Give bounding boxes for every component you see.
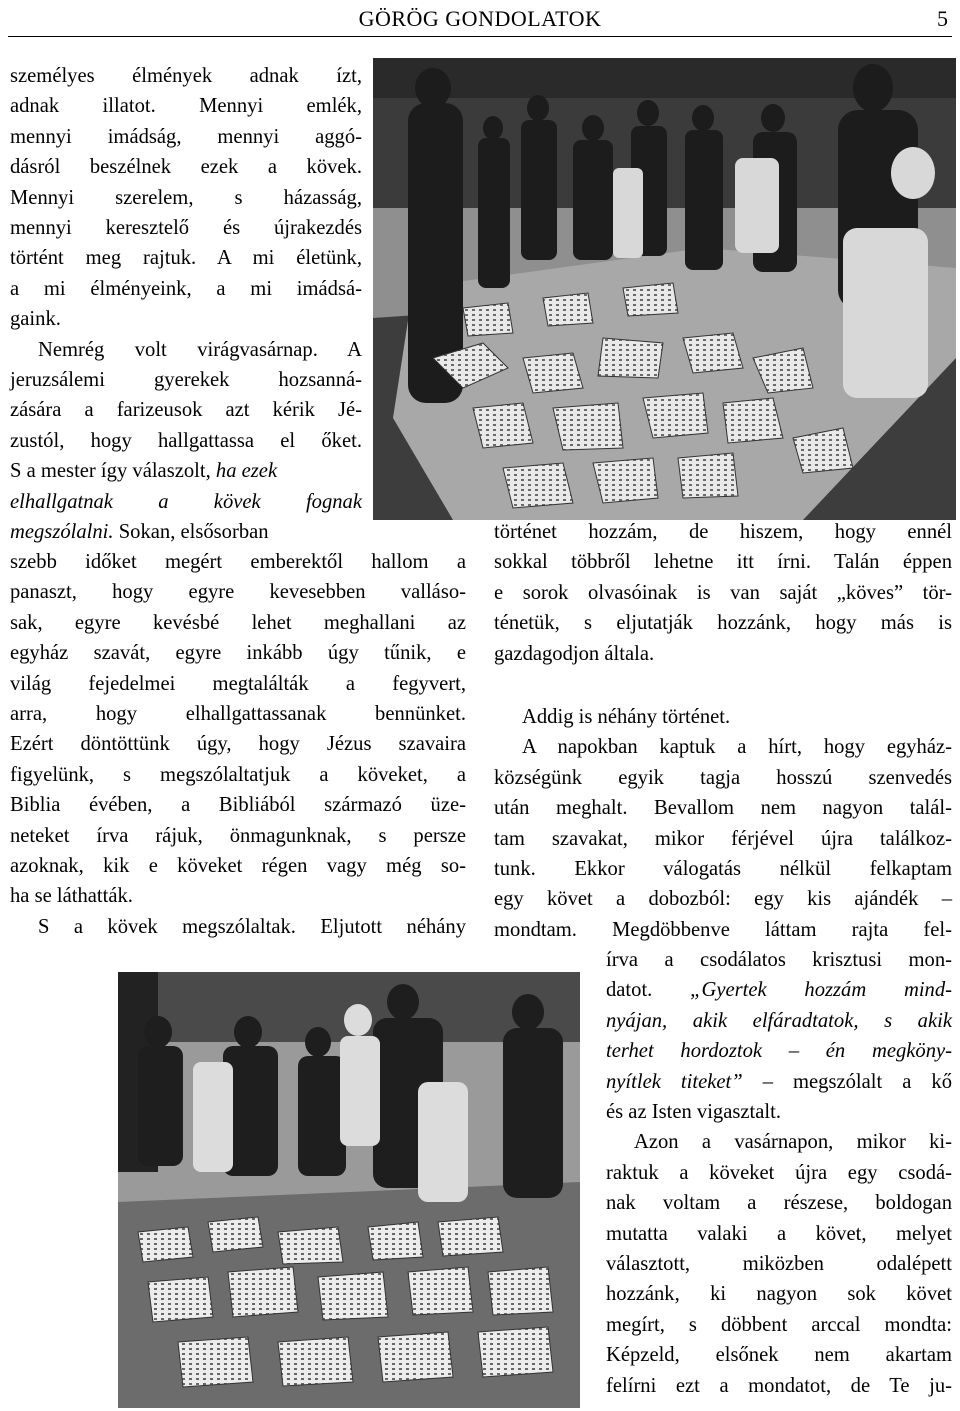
text-line: panaszt, hogy egyre kevesebben valláso- <box>10 581 466 604</box>
text-line <box>606 975 952 1005</box>
text-run: datot. <box>606 979 653 1002</box>
text-line: neteket írva rájuk, önmagunknak, s persze <box>10 824 466 847</box>
text-line: Ezért döntöttünk úgy, hogy Jézus szavaira <box>10 733 466 756</box>
text-line <box>10 456 362 486</box>
page-header <box>8 4 952 37</box>
text-line: írva a csodálatos krisztusi mon- <box>606 949 952 971</box>
column-2-top <box>494 517 952 669</box>
italic-quote: megszólalni. <box>10 521 114 544</box>
text-line: S a kövek megszólaltak. Eljutott néhány <box>38 915 466 938</box>
text-line: Biblia évében, a Bibliából származó üze- <box>10 794 466 817</box>
text-run: Sokan, elsősorban <box>118 521 269 544</box>
text-line: történt meg rajtuk. A mi életünk, <box>10 247 362 270</box>
text-line: jeruzsálemi gyerekek hozsanná- <box>10 369 362 392</box>
column-1-top <box>10 61 362 548</box>
journal-title: GÖRÖG GONDOLATOK <box>358 6 602 31</box>
text-line: sak, egyre kevésbé lehet meghallani az <box>10 611 466 634</box>
text-line: gaink. <box>10 308 61 331</box>
text-line: és az Isten vigasztalt. <box>606 1101 781 1124</box>
text-line: egyház szavát, egyre inkább úgy tűnik, e <box>10 642 466 665</box>
text-line: mennyi keresztelő és újrakezdés <box>10 217 362 240</box>
text-line: ha se láthatták. <box>10 885 133 908</box>
text-line: ténetük, s eljutatják hozzánk, hogy más is <box>494 612 952 635</box>
text-line: sokkal többről lehetne itt írni. Talán éppen <box>494 551 952 574</box>
text-line: személyes élmények adnak ízt, <box>10 65 362 87</box>
text-line: Addig is néhány történet. <box>522 706 731 728</box>
text-line: Azon a vasárnapon, mikor ki- <box>634 1131 952 1154</box>
text-line: A napokban kaptuk a hírt, hogy egyház- <box>522 736 952 759</box>
text-line: Képzeld, elsőnek nem akartam <box>606 1344 952 1367</box>
text-line: tunk. Ekkor válogatás nélkül felkaptam <box>494 858 952 881</box>
text-line: zustól, hogy hallgattassa el őket. <box>10 429 362 452</box>
text-line <box>606 1067 952 1097</box>
text-line: dásról beszélnek ezek a kövek. <box>10 156 362 179</box>
text-line: gazdagodjon általa. <box>494 642 655 665</box>
italic-quote: „Gyertek hozzám mind- <box>690 979 952 1002</box>
text-line <box>10 517 362 547</box>
text-line: mondtam. Megdöbbenve láttam rajta fel- <box>494 918 952 941</box>
italic-quote: elhallgatnak a kövek fognak <box>10 490 362 513</box>
text-line: történet hozzám, de hiszem, hogy ennél <box>494 521 952 543</box>
text-line: tam szavakat, mikor férjével újra találkoz- <box>494 827 952 850</box>
text-line: után meghalt. Bevallom nem nagyon talál- <box>494 797 952 820</box>
text-line: Mennyi szerelem, s házasság, <box>10 186 362 209</box>
text-line: adnak illatot. Mennyi emlék, <box>10 95 362 118</box>
column-1-bottom <box>10 547 466 942</box>
column-2-bottom <box>606 945 952 1401</box>
text-line: megírt, s döbbent arccal mondta: <box>606 1313 952 1336</box>
text-line: mennyi imádság, mennyi aggó- <box>10 125 362 148</box>
text-line: hozzánk, ki nagyon sok követ <box>606 1283 952 1306</box>
page-number: 5 <box>937 6 948 31</box>
text-line: szebb időket megért emberektől hallom a <box>10 551 466 573</box>
text-run: – megszólalt a kő <box>762 1070 952 1093</box>
italic-quote: terhet hordoztok – én megköny- <box>606 1040 952 1063</box>
photo-people-reading-stones <box>118 972 580 1408</box>
text-line: raktuk a köveket újra egy csodá- <box>606 1161 952 1184</box>
text-line: azoknak, kik e köveket régen vagy még so- <box>10 855 466 878</box>
text-line: községünk egyik tagja hosszú szenvedés <box>494 766 952 789</box>
text-line: zására a farizeusok azt kérik Jé- <box>10 399 362 422</box>
italic-quote: nyájan, akik elfáradtatok, s akik <box>606 1009 952 1032</box>
text-line: mutatta valaki a követ, melyet <box>606 1222 952 1245</box>
text-line: felírni ezt a mondatot, de Te ju- <box>606 1374 952 1397</box>
photo-stones-on-floor <box>373 58 956 520</box>
text-line: nak voltam a részese, boldogan <box>606 1192 952 1215</box>
text-line: arra, hogy elhallgattassanak bennünket. <box>10 703 466 726</box>
text-line: figyelünk, s megszólaltatjuk a köveket, a <box>10 763 466 786</box>
column-2-middle <box>494 702 952 945</box>
text-line: választott, miközben odalépett <box>606 1253 952 1276</box>
text-line: e sorok olvasóinak is van saját „köves” tör- <box>494 581 952 604</box>
text-line: Nemrég volt virágvasárnap. A <box>38 338 362 361</box>
text-line: a mi élményeink, a mi imádsá- <box>10 277 362 300</box>
text-run: S a mester így válaszolt, <box>10 460 211 483</box>
text-line: egy követ a dobozból: egy kis ajándék – <box>494 888 952 911</box>
italic-quote: nyítlek titeket” <box>606 1070 743 1093</box>
text-line: világ fejedelmei megtalálták a fegyvert, <box>10 672 466 695</box>
italic-quote: ha ezek <box>215 460 278 483</box>
